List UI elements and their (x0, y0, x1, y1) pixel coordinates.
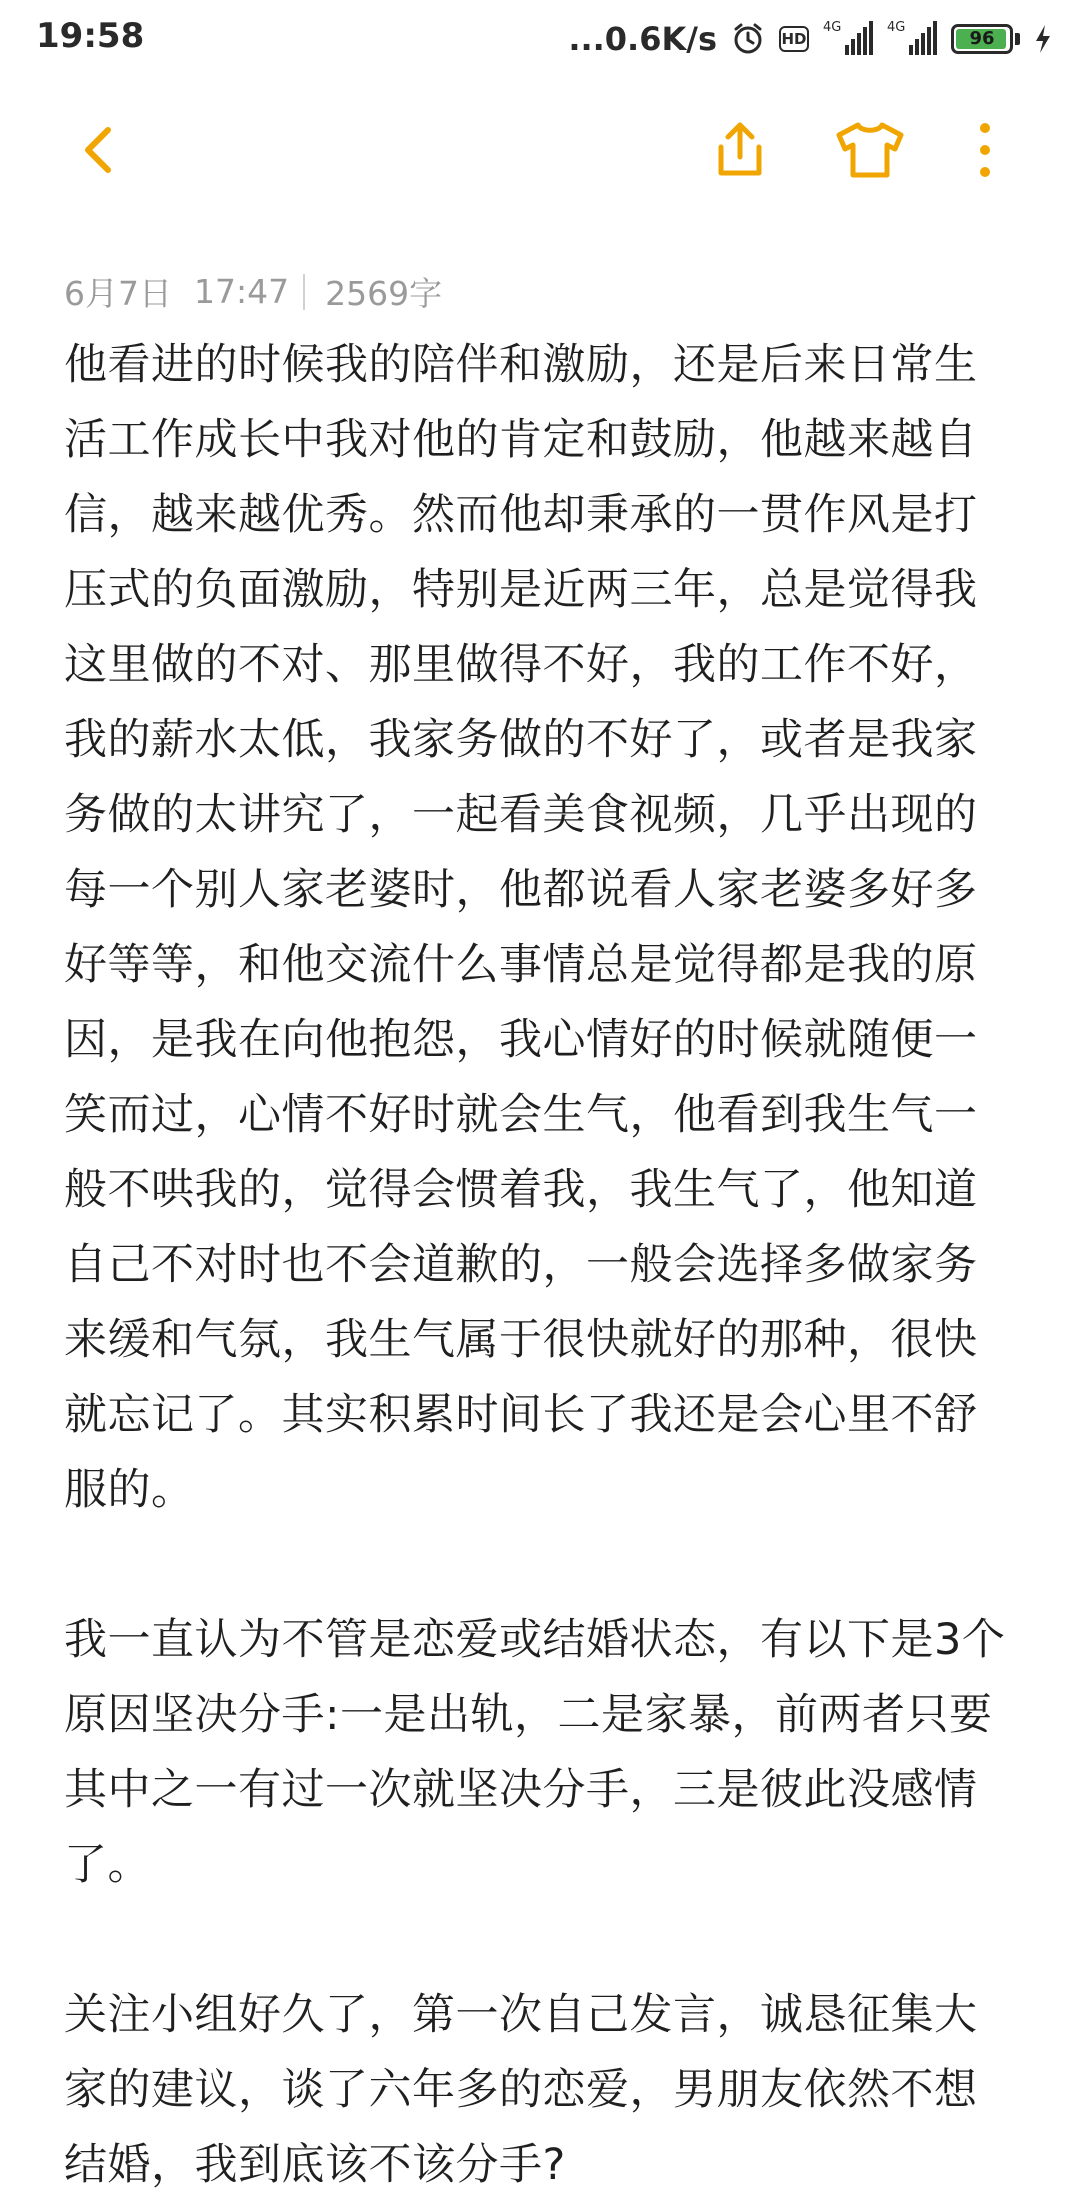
paragraph-3: 关注小组好久了，第一次自己发言，诚恳征集大家的建议，谈了六年多的恋爱，男朋友依然不想结婚，我到底该不该分手? (64, 1990, 978, 2190)
share-icon (707, 117, 773, 183)
hd-icon: HD (779, 26, 809, 52)
note-meta (64, 268, 442, 315)
charging-icon (1034, 24, 1052, 54)
tshirt-icon (833, 117, 907, 183)
signal-icon-1 (823, 19, 873, 59)
signal-icon-2 (887, 19, 937, 59)
battery-icon (951, 24, 1013, 54)
note-text-scroll (64, 328, 1016, 2203)
word-count: 2569字 (325, 274, 443, 313)
signal-label-2: 4G (887, 20, 906, 35)
theme-button[interactable] (830, 110, 910, 190)
share-button[interactable] (700, 110, 780, 190)
battery-cap (1015, 33, 1020, 45)
more-options-button[interactable] (945, 110, 1025, 190)
paragraph-2: 我一直认为不管是恋爱或结婚状态，有以下是3个原因坚决分手:一是出轨，二是家暴，前两者只要其中之一有过一次就坚决分手，三是彼此没感情了。 (64, 1615, 1006, 1890)
status-time: 19:58 (36, 16, 145, 56)
alarm-icon (731, 22, 765, 56)
note-time: 17:47 (194, 272, 290, 311)
battery-level: 96 (969, 28, 995, 49)
note-content[interactable] (64, 340, 1016, 2190)
meta-divider (303, 274, 305, 310)
note-toolbar (0, 90, 1080, 210)
back-button[interactable] (60, 110, 140, 190)
note-date: 6月7日 (64, 274, 172, 313)
more-vertical-icon (970, 117, 1000, 183)
status-bar (0, 0, 1080, 80)
chevron-left-icon (70, 120, 130, 180)
status-indicators (568, 14, 1052, 64)
signal-label-1: 4G (823, 20, 842, 35)
paragraph-1: 他看进的时候我的陪伴和激励，还是后来日常生活工作成长中我对他的肯定和鼓励，他越来越自信，越来越优秀。然而他却秉承的一贯作风是打压式的负面激励，特别是近两三年，总是觉得我这里做的不对、那里做得不好，我的工作不好，我的薪水太低，我家务做的不好了，或者是我家务做的太讲究了，一起看美食视频，几乎出现的每一个别人家老婆时，他都说看人家老婆多好多好等等，和他交流什么事情总是觉得都是我的原因，是我在向他抱怨，我心情好的时候就随便一笑而过，心情不好时就会生气，他看到我生气一般不哄我的，觉得会惯着我，我生气了，他知道自己不对时也不会道歉的，一般会选择多做家务来缓和气氛，我生气属于很快就好的那种，很快就忘记了。其实积累时间长了我还是会心里不舒服的。 (64, 340, 978, 1515)
network-speed: ...0.6K/s (568, 20, 717, 58)
